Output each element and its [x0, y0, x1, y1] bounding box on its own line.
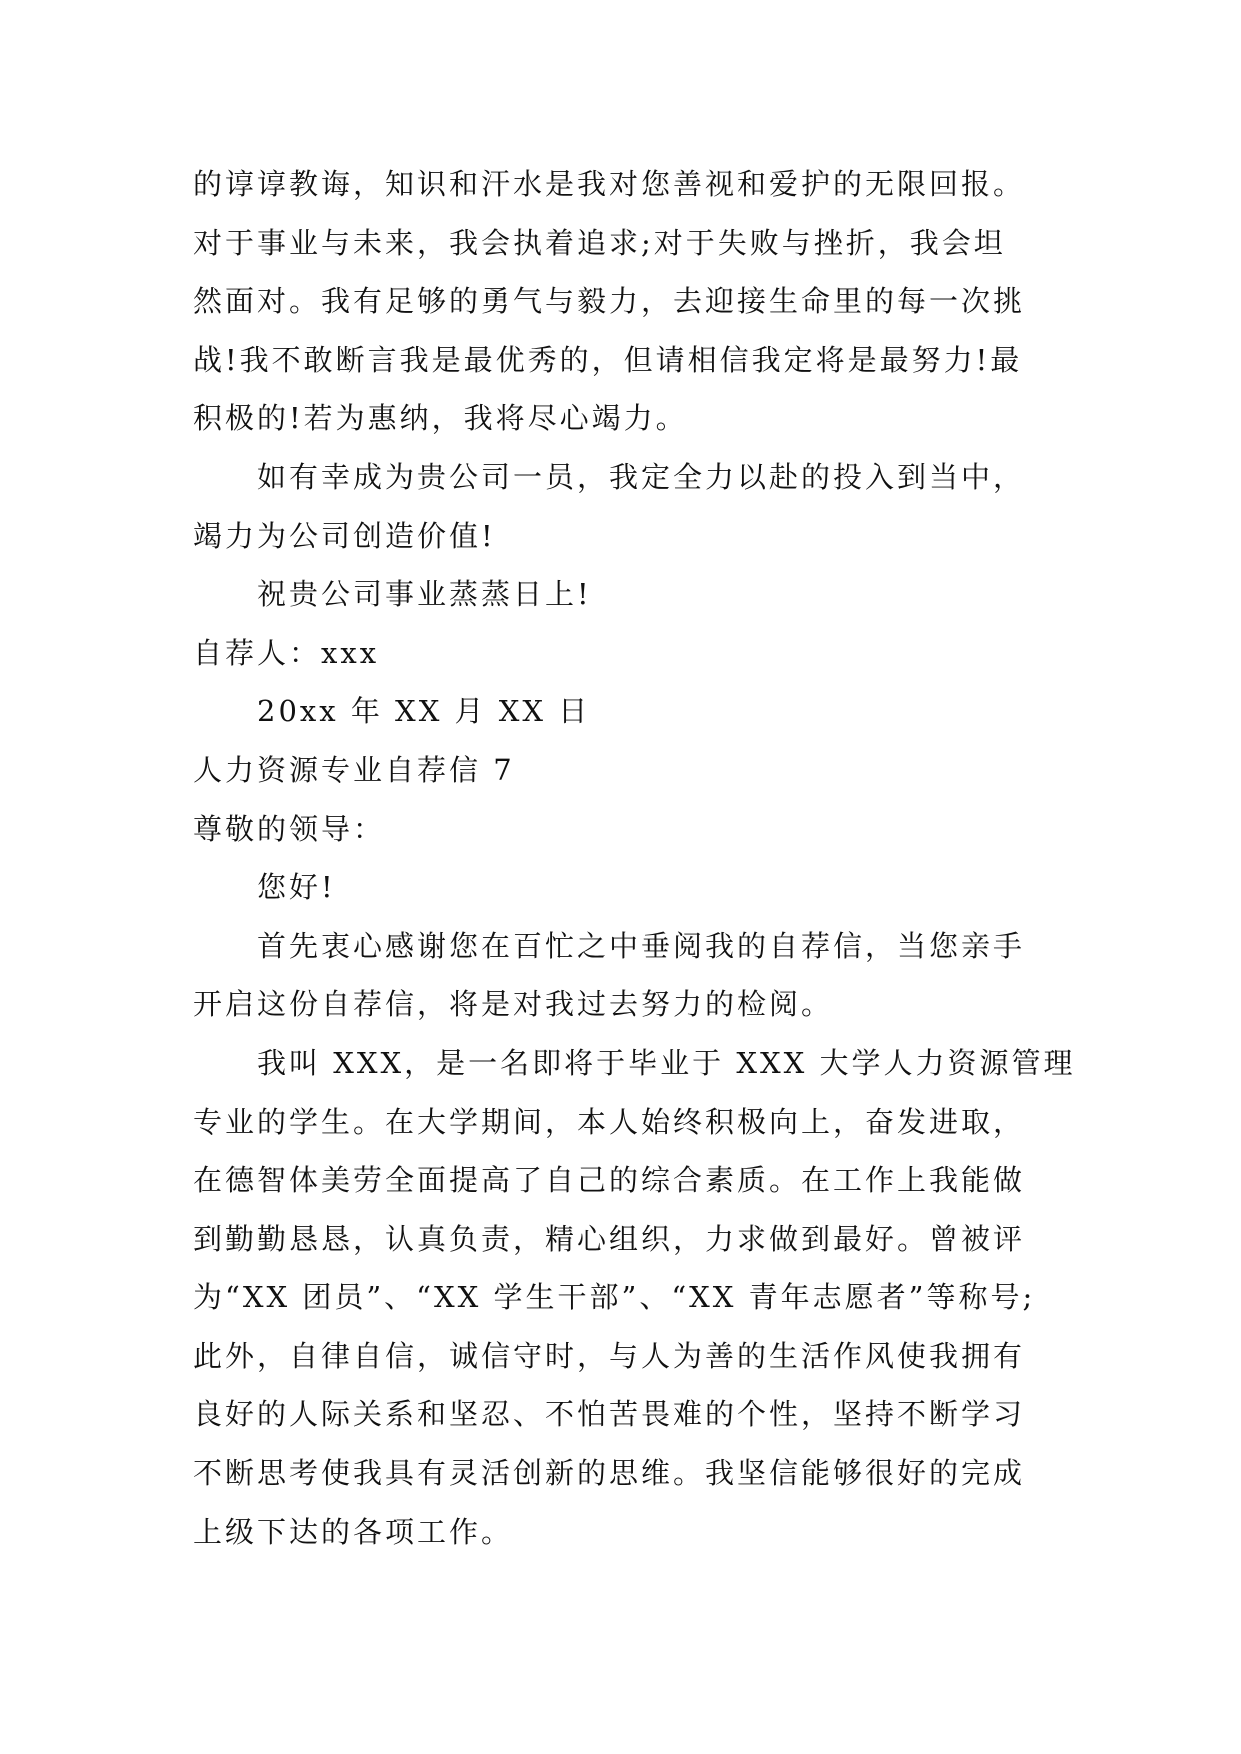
text-line: 您好!	[257, 870, 336, 905]
text-line: 在德智体美劳全面提高了自己的综合素质。在工作上我能做	[193, 1163, 1026, 1198]
text-line: 自荐人：xxx	[193, 635, 380, 670]
text-line: 祝贵公司事业蒸蒸日上!	[257, 577, 592, 612]
text-line: 良好的人际关系和坚忍、不怕苦畏难的个性，坚持不断学习	[193, 1397, 1026, 1432]
text-line: 到勤勤恳恳，认真负责，精心组织，力求做到最好。曾被评	[193, 1221, 1026, 1256]
text-line: 专业的学生。在大学期间，本人始终积极向上，奋发进取，	[193, 1104, 1026, 1139]
text-line: 尊敬的领导：	[193, 811, 386, 846]
text-line: 不断思考使我具有灵活创新的思维。我坚信能够很好的完成	[193, 1456, 1026, 1491]
text-line: 竭力为公司创造价值!	[193, 518, 496, 553]
text-line: 上级下达的各项工作。	[193, 1514, 514, 1549]
text-line: 的谆谆教诲，知识和汗水是我对您善视和爱护的无限回报。	[193, 167, 1026, 201]
letter-body	[193, 155, 1076, 1561]
text-line: 20xx 年 XX 月 XX 日	[257, 694, 591, 729]
text-line: 首先衷心感谢您在百忙之中垂阅我的自荐信，当您亲手	[257, 928, 1026, 963]
text-line: 积极的!若为惠纳，我将尽心竭力。	[193, 401, 688, 436]
text-line: 此外，自律自信，诚信守时，与人为善的生活作风使我拥有	[193, 1338, 1026, 1373]
text-line: 为“XX 团员”、“XX 学生干部”、“XX 青年志愿者”等称号;	[193, 1280, 1036, 1315]
text-line: 对于事业与未来，我会执着追求;对于失败与挫折，我会坦	[193, 225, 1006, 260]
text-line: 开启这份自荐信，将是对我过去努力的检阅。	[193, 987, 834, 1022]
text-line: 如有幸成为贵公司一员，我定全力以赴的投入到当中，	[257, 459, 1026, 494]
text-line: 我叫 XXX，是一名即将于毕业于 XXX 大学人力资源管理	[257, 1045, 1076, 1080]
text-line: 战!我不敢断言我是最优秀的，但请相信我定将是最努力!最	[193, 342, 1023, 377]
text-line: 然面对。我有足够的勇气与毅力，去迎接生命里的每一次挑	[193, 284, 1026, 319]
text-line: 人力资源专业自荐信 7	[193, 752, 515, 787]
